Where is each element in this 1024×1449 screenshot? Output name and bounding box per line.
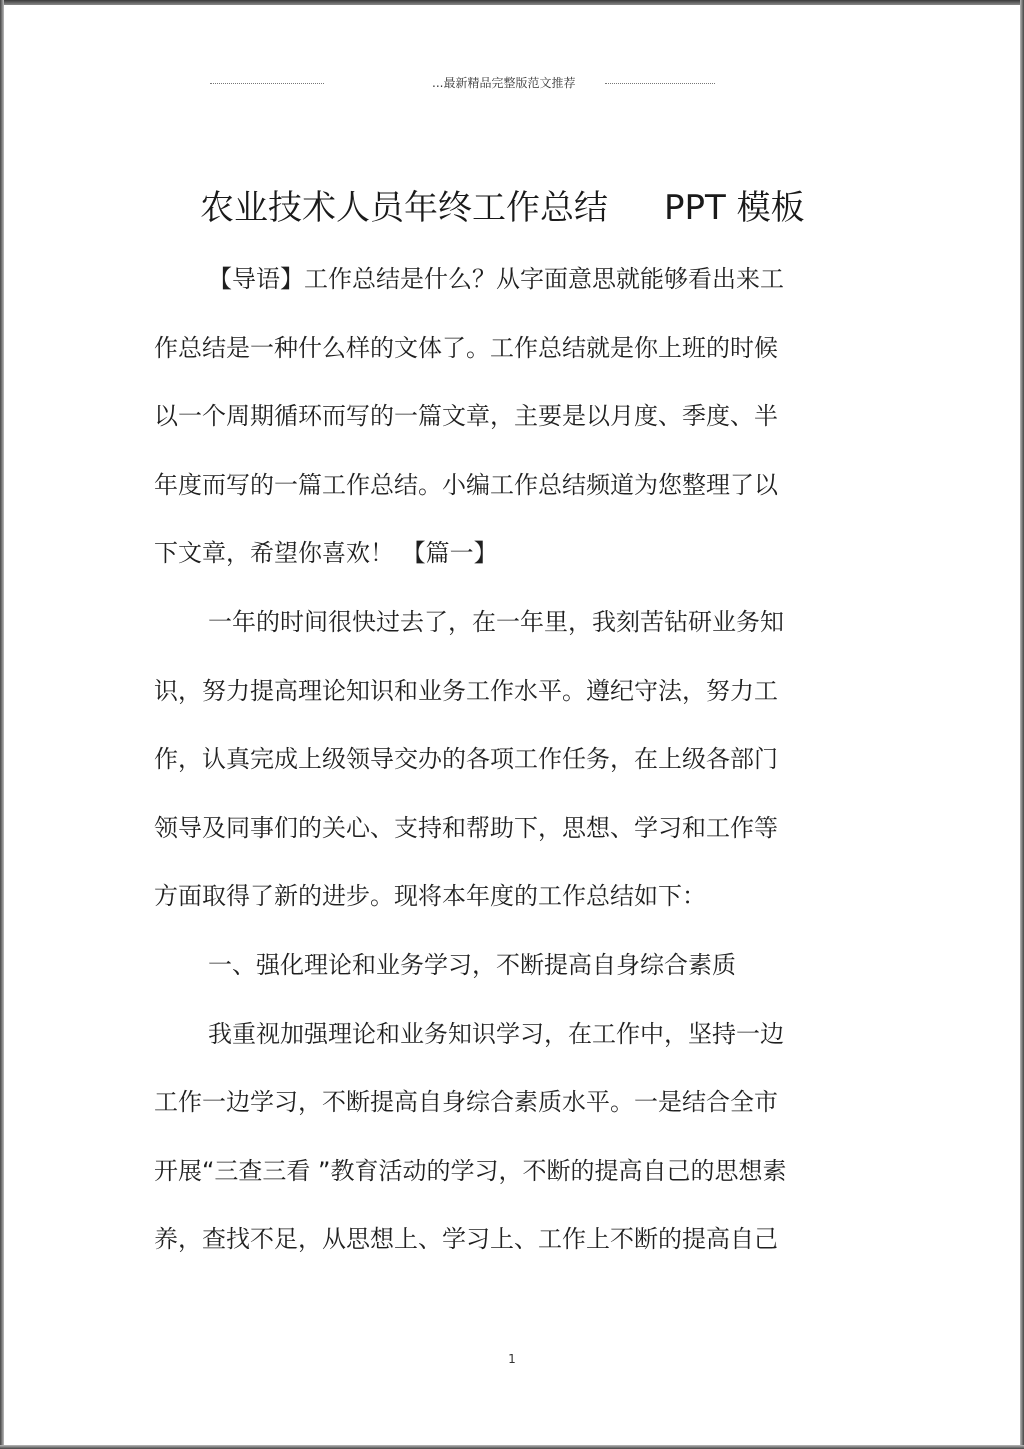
body-line: 下文章，希望你喜欢！ 【篇一】 (154, 539, 498, 568)
body-line: 年度而写的一篇工作总结。小编工作总结频道为您整理了以 (154, 470, 778, 499)
body-line: 作总结是一种什么样的文体了。工作总结就是你上班的时候 (154, 333, 778, 362)
page-edge-left (0, 0, 4, 1449)
header-dotted-line-left (210, 83, 324, 84)
body-line: 一年的时间很快过去了，在一年里，我刻苦钻研业务知 (208, 607, 784, 636)
document-body (154, 254, 834, 1283)
page-number: 1 (508, 1352, 516, 1366)
page-edge-bottom (0, 1445, 1024, 1449)
body-line: 作，认真完成上级领导交办的各项工作任务，在上级各部门 (154, 745, 778, 774)
body-line: 以一个周期循环而写的一篇文章，主要是以月度、季度、半 (154, 402, 778, 431)
body-line: 开展“三查三看 ”教育活动的学习，不断的提高自己的思想素 (154, 1156, 787, 1185)
header-dotted-line-right (605, 83, 715, 84)
body-line: 养，查找不足，从思想上、学习上、工作上不断的提高自己 (154, 1225, 778, 1254)
title-suffix: PPT 模板 (664, 188, 805, 228)
body-line: 识，努力提高理论知识和业务工作水平。遵纪守法，努力工 (154, 676, 778, 705)
page-edge-right (1020, 0, 1024, 1449)
page-header (210, 74, 715, 94)
document-title (200, 184, 840, 232)
page-edge-top (0, 0, 1024, 5)
title-main: 农业技术人员年终工作总结 (200, 188, 608, 228)
body-line: 方面取得了新的进步。现将本年度的工作总结如下： (154, 882, 706, 911)
body-line: 我重视加强理论和业务知识学习，在工作中，坚持一边 (208, 1019, 784, 1048)
header-text: ...最新精品完整版范文推荐 (432, 76, 576, 90)
body-line: 【导语】工作总结是什么？从字面意思就能够看出来工 (208, 265, 784, 293)
body-line: 领导及同事们的关心、支持和帮助下，思想、学习和工作等 (154, 813, 778, 842)
body-line: 工作一边学习，不断提高自身综合素质水平。一是结合全市 (154, 1088, 778, 1117)
section-heading: 一、强化理论和业务学习，不断提高自身综合素质 (208, 950, 736, 979)
